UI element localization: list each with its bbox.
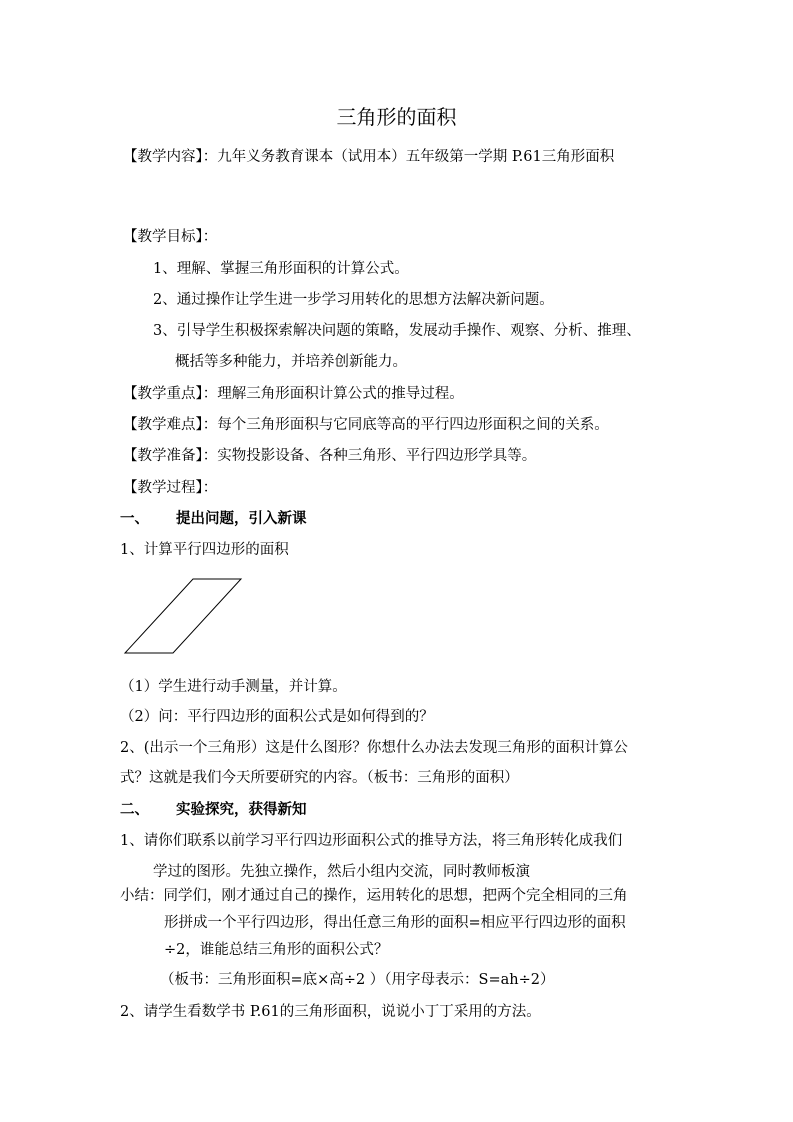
summary-line-3: ÷2，谁能总结三角形的面积公式？	[164, 942, 389, 958]
teaching-content: 【教学内容】：九年义务教育课本（试用本）五年级第一学期 P.61三角形面积	[123, 149, 615, 165]
process-heading: 【教学过程】：	[123, 480, 218, 496]
section-1-title: 提出问题，引入新课	[176, 510, 307, 527]
s1-item-2-line-1: 2、(出示一个三角形）这是什么图形？你想什么办法去发现三角形的面积计算公	[120, 740, 628, 756]
s2-item-2: 2、请学生看数学书 P.61的三角形面积，说说小丁丁采用的方法。	[120, 1004, 541, 1020]
goal-item-2: 2、通过操作让学生进一步学习用转化的思想方法解决新问题。	[153, 292, 554, 308]
s1-sub-2: （2）问：平行四边形的面积公式是如何得到的？	[120, 709, 434, 725]
goal-item-1: 1、理解、掌握三角形面积的计算公式。	[153, 261, 409, 277]
difficulty: 【教学难点】：每个三角形面积与它同底等高的平行四边形面积之间的关系。	[123, 417, 609, 433]
board-formula: （板书：三角形面积=底×高÷2 ）（用字母表示：S=ah÷2）	[160, 972, 555, 988]
s2-item-1-line-2: 学过的图形。先独立操作，然后小组内交流，同时教师板演	[153, 864, 530, 880]
goal-item-3: 3、引导学生积极探索解决问题的策略，发展动手操作、观察、分析、推理、	[153, 323, 641, 339]
goal-item-3-cont: 概括等多种能力，并培养创新能力。	[175, 354, 407, 370]
s1-item-2-line-2: 式？这就是我们今天所要研究的内容。（板书：三角形的面积）	[120, 770, 519, 786]
goals-heading: 【教学目标】：	[123, 229, 218, 245]
preparation: 【教学准备】：实物投影设备、各种三角形、平行四边形学具等。	[123, 448, 537, 464]
s1-sub-1: （1）学生进行动手测量，并计算。	[120, 679, 347, 695]
section-2-number: 二、	[120, 801, 149, 818]
s1-item-1: 1、计算平行四边形的面积	[120, 542, 289, 558]
parallelogram-figure	[120, 576, 250, 656]
section-1-number: 一、	[120, 510, 149, 527]
summary-line-1: 小结：同学们，刚才通过自己的操作，运用转化的思想，把两个完全相同的三角	[120, 888, 628, 904]
parallelogram-shape	[125, 579, 241, 653]
summary-line-2: 形拼成一个平行四边形，得出任意三角形的面积=相应平行四边形的面积	[164, 915, 626, 931]
s2-item-1-line-1: 1、请你们联系以前学习平行四边形面积公式的推导方法，将三角形转化成我们	[120, 833, 623, 849]
section-2-title: 实验探究，获得新知	[176, 801, 307, 818]
key-point: 【教学重点】：理解三角形面积计算公式的推导过程。	[123, 386, 464, 402]
page-title: 三角形的面积	[336, 105, 457, 129]
